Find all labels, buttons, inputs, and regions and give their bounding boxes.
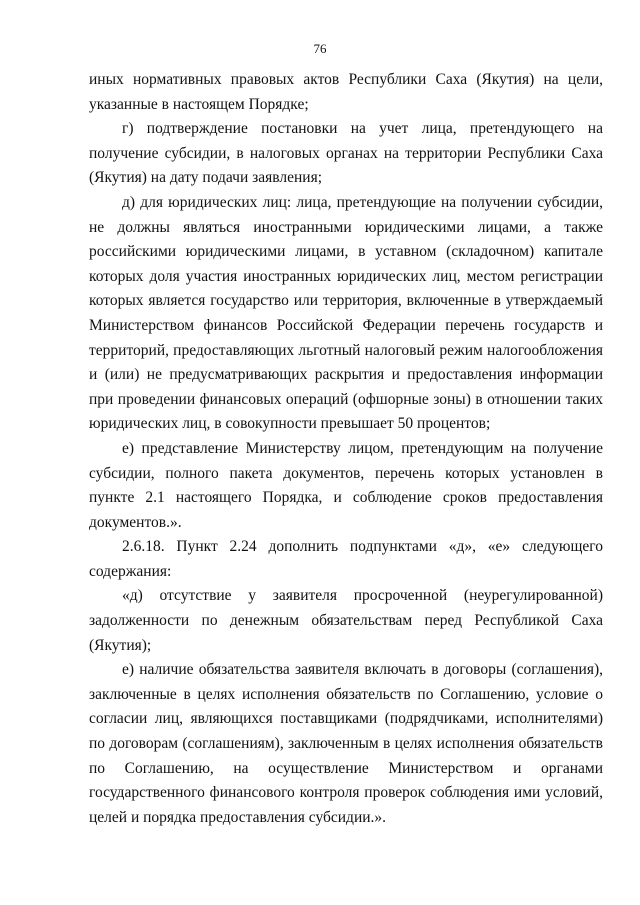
paragraph-continuation: иных нормативных правовых актов Республики Саха (Якутия) на цели, указанные в настоящем Порядке; bbox=[89, 71, 603, 113]
page-number: 76 bbox=[313, 41, 327, 56]
paragraph-item-g: г) подтверждение постановки на учет лица, претендующего на получение субсидии, в налоговых органах на территории Республики Саха (Якутия) на дату подачи заявления; bbox=[89, 120, 603, 187]
paragraph-item-d: д) для юридических лиц: лица, претендующие на получении субсидии, не должны являться иностранными юридическими лицами, а также российскими юридическими лицами, в уставном (складочном) капитале которых доля участия иностранных юридических лиц, местом регистрации которых является государство или территория, включенные в утверждаемый Министерством финансов Российской Федерации перечень государств и территорий, предоставляющих льготный налоговый режим налогообложения и (или) не предусматривающих раскрытия и предоставления информации при проведении финансовых операций (офшорные зоны) в отношении таких юридических лиц, в совокупности превышает 50 процентов; bbox=[89, 193, 603, 433]
document-body bbox=[89, 68, 603, 830]
paragraph-clause-2-6-18: 2.6.18. Пункт 2.24 дополнить подпунктами «д», «е» следующего содержания: bbox=[89, 538, 603, 580]
paragraph-item-e: е) представление Министерству лицом, претендующим на получение субсидии, полного пакета документов, перечень которых установлен в пункте 2.1 настоящего Порядка, и соблюдение сроков предоставления документов.». bbox=[89, 439, 603, 531]
paragraph-new-item-d: «д) отсутствие у заявителя просроченной (неурегулированной) задолженности по денежным обязательствам перед Республикой Саха (Якутия); bbox=[89, 587, 603, 654]
paragraph-new-item-e: е) наличие обязательства заявителя включать в договоры (соглашения), заключенные в целях исполнения обязательств по Соглашению, условие о согласии лиц, являющихся поставщиками (подрядчиками, исполнителями) по договорам (соглашениям), заключенным в целях исполнения обязательств по Соглашению, на осуществление Министерством и органами государственного финансового контроля проверок соблюдения ими условий, целей и порядка предоставления субсидии.». bbox=[89, 661, 603, 826]
